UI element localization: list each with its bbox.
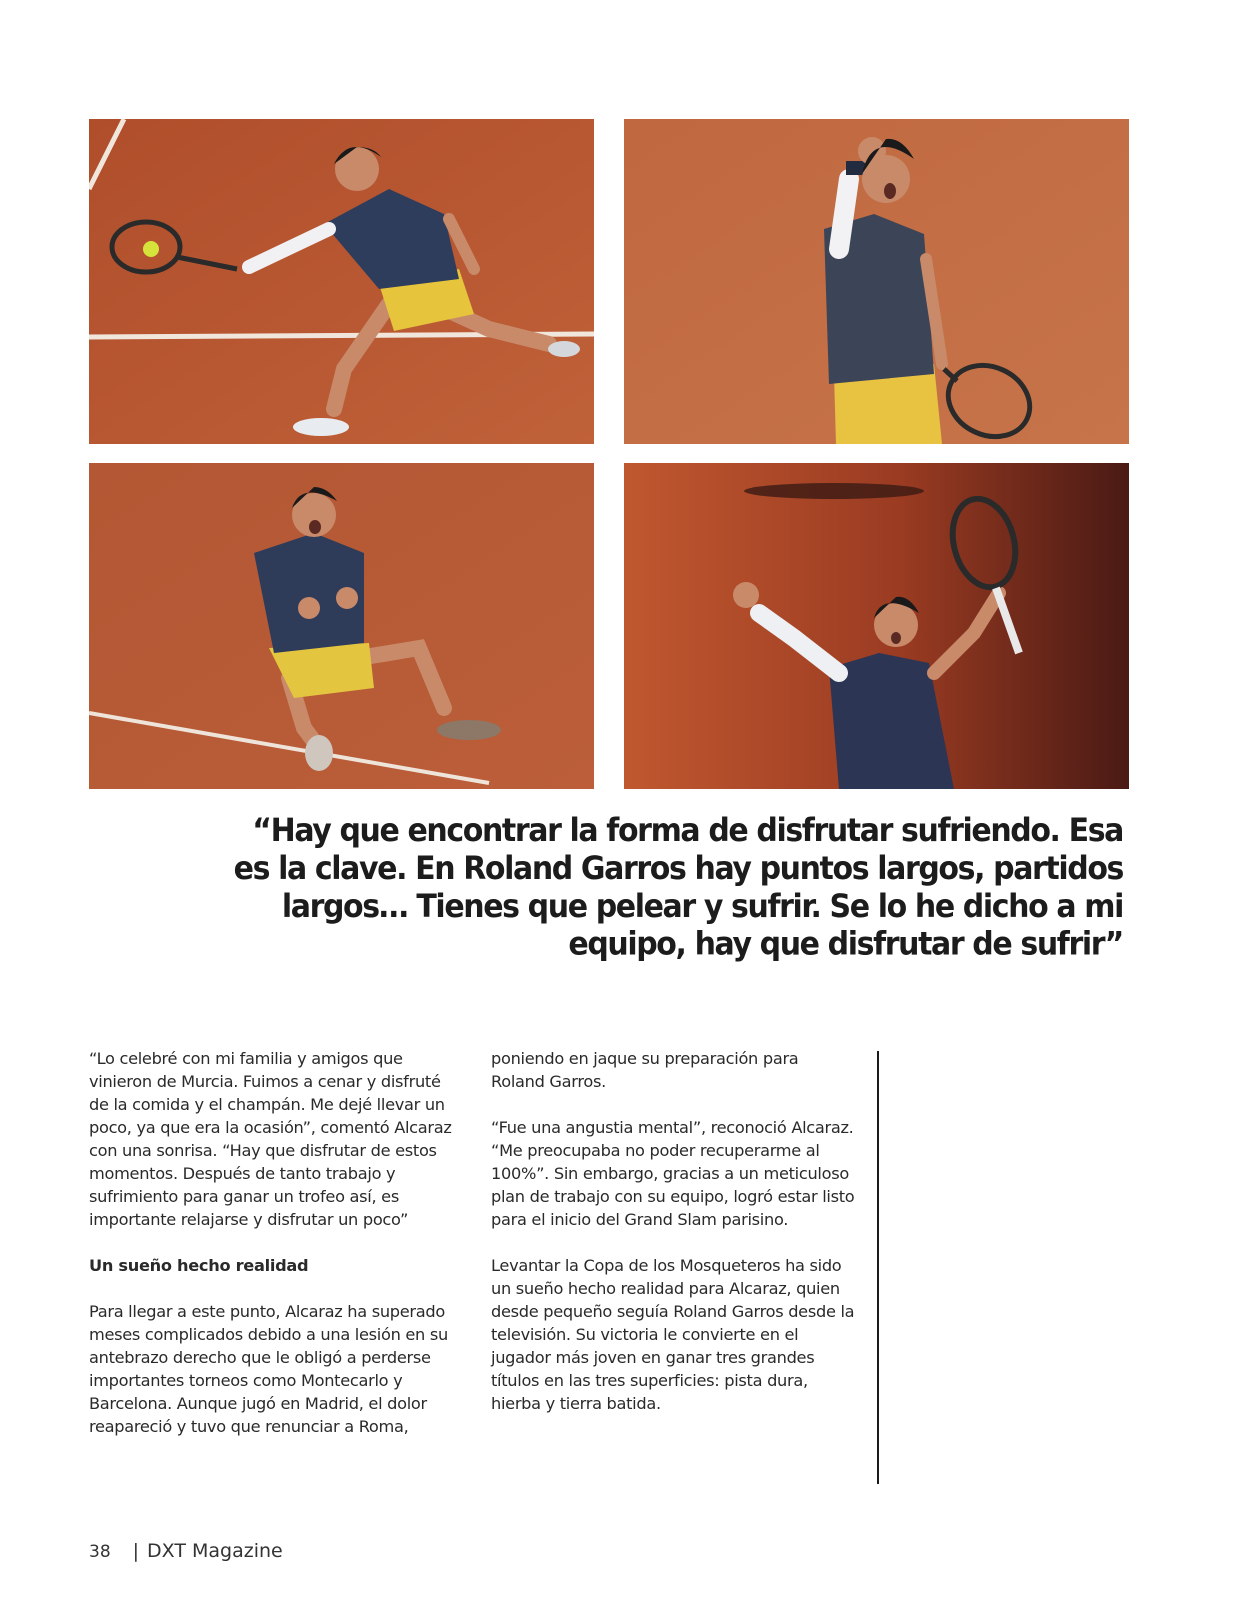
photo-forehand-stretch	[89, 119, 594, 444]
column-2-paragraph-1: poniendo en jaque su preparación para Roland Garros.	[491, 1049, 799, 1091]
magazine-name: DXT Magazine	[147, 1540, 283, 1562]
photo-sitting-celebration	[89, 463, 594, 789]
page-number: 38	[89, 1542, 111, 1562]
photo-arms-raised	[624, 463, 1129, 789]
article-column-1	[89, 1047, 454, 1461]
column-2-paragraph-3: Levantar la Copa de los Mosqueteros ha sido un sueño hecho realidad para Alcaraz, quien desde pequeño seguía Roland Garros desde la televisión. Su victoria le convierte en el jugador más joven en ganar tres grandes títulos en las tres superficies: pista dura, hierba y tierra batida.	[491, 1256, 855, 1413]
column-1-paragraph-1: “Lo celebré con mi familia y amigos que vinieron de Murcia. Fuimos a cenar y disfruté de la comida y el champán. Me dejé llevar un poco, ya que era la ocasión”, comentó Alcaraz con una sonrisa. “Hay que disfrutar de estos momentos. Después de tanto trabajo y sufrimiento para ganar un trofeo así, es importante relajarse y disfrutar un poco”	[89, 1049, 452, 1229]
column-divider	[877, 1051, 879, 1484]
section-subheading: Un sueño hecho realidad	[89, 1256, 309, 1275]
pull-quote: “Hay que encontrar la forma de disfrutar sufriendo. Esa es la clave. En Roland Garros hay puntos largos, partidos largos… Tienes que pelear y sufrir. Se lo he dicho a mi equipo, hay que disfrutar de sufrir”	[233, 812, 1123, 964]
column-2-paragraph-2: “Fue una angustia mental”, reconoció Alcaraz. “Me preocupaba no poder recuperarme al 100%”. Sin embargo, gracias a un meticuloso plan de trabajo con su equipo, logró estar listo para el inicio del Grand Slam parisino.	[491, 1118, 855, 1229]
page-footer	[89, 1540, 283, 1562]
column-1-paragraph-2: Para llegar a este punto, Alcaraz ha superado meses complicados debido a una lesión en su antebrazo derecho que le obligó a perderse importantes torneos como Montecarlo y Barcelona. Aunque jugó en Madrid, el dolor reapareció y tuvo que renunciar a Roma,	[89, 1302, 448, 1436]
article-column-2	[491, 1047, 856, 1438]
photo-fist-pump	[624, 119, 1129, 444]
footer-separator: |	[132, 1540, 140, 1562]
